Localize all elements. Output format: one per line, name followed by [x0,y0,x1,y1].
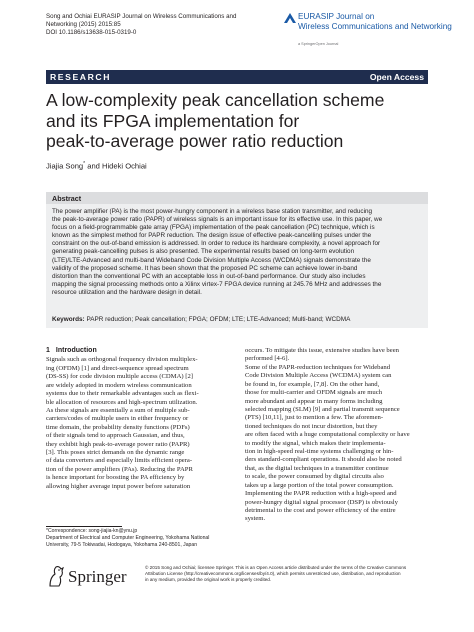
open-access-label: Open Access [369,72,424,82]
corresponding-author-mark: * [83,161,86,167]
abstract-line: mapping the signal processing methods onto a Xilinx virtex-7 FPGA device running at 245.76 MHz and addresses the [52,280,382,288]
abstract-line: (LTE)/LTE-Advanced and multi-band Wideband Code Division Multiple Access (WCDMA) signals demonstrate the [52,256,371,264]
affiliation-line: University, 79-5 Tokiwadai, Hodogaya, Yokohama 240-8501, Japan [46,542,198,548]
body-line: tion in high-speed real-time systems challenging or hin- [245,448,394,456]
title-line: peak-to-average power ratio reduction [46,131,344,152]
correspondence-footnote [46,528,236,549]
body-line: ble allocation of resources and high-spectrum utilization. [46,398,198,406]
body-line: ders standard-compliant operations. It should also be noted [245,456,402,464]
journal-logo [284,12,454,52]
abstract-line: constraint on the out-of-band emission is addressed. In order to reduce its hardware complexity, a novel approach for [52,240,381,248]
abstract-line: The power amplifier (PA) is the most power-hungry component in a wireless base station transmitter, and reducing [52,208,373,215]
abstract-line: validity of the proposed scheme. It has been shown that the proposed PC scheme can achieve lower in-band [52,264,358,272]
body-line: Code Division Multiple Access (WCDMA) system can [245,372,392,380]
body-column-left [46,347,232,491]
abstract-line: distortion than the conventional PC with an acceptable loss in out-of-band performance. Our study also includes [52,272,366,280]
keywords [52,316,350,323]
abstract-line: focus on a field-programmable gate array (FPGA) implementation of the peak cancellation (PC) technique, which is [52,224,375,232]
license-line: Attribution License (http://creativecommons.org/licenses/by/4.0), which permits unrestricted use, distribution, and reproduction [145,571,401,577]
author-list [46,161,147,171]
body-line: systems due to their remarkable advantages such as flexi- [46,390,199,398]
body-line: takes up a large portion of the total power consumption. [245,481,394,489]
body-line: tion of the power amplifiers (PAs). Reducing the PAPR [46,465,193,473]
body-line: ing (OFDM) [1] and direct-sequence spread spectrum [46,364,189,372]
body-line: of their signals tend to approach Gaussian, and thus, [46,432,185,440]
title-line: and its FPGA implementation for [46,110,300,131]
title-line: A low-complexity peak cancellation scheme [46,90,385,110]
body-line: time domain, the probability density functions (PDFs) [46,423,190,431]
springer-logo [46,564,141,588]
springer-wordmark: Springer [68,567,127,586]
citation-line: Networking (2015) 2015:85 [46,21,121,29]
body-line: carriers/codes of multiple users in either frequency or [46,415,189,423]
license-statement [145,565,435,583]
body-line: they exhibit high peak-to-average power ratio (PAPR) [46,440,190,448]
author-name[interactable]: and Hideki Ochiai [85,161,147,171]
license-line: in any medium, provided the original work is properly credited. [145,577,272,583]
body-column-right [245,347,433,524]
body-line: selected mapping (SLM) [9] and partial transmit sequence [245,405,400,413]
body-line: Implementing the PAPR reduction with a high-speed and [245,490,397,498]
citation-block [46,13,276,38]
journal-name-line: EURASIP Journal on [298,12,375,21]
body-line: is hence important for boosting the PA efficiency by [46,474,185,482]
body-line: those for multi-carrier and OFDM signals are much [245,389,383,397]
body-line: [3]. This poses strict demands on the dynamic range [46,449,185,457]
abstract-line: the peak-to-average power ratio (PAPR) of wireless signals is an important issue for its effective use. In this paper, we [52,216,383,224]
eurasip-logo-icon [284,13,296,23]
correspondence-email[interactable]: *Correspondence: song-jiajia-kn@ynu.jp [46,528,138,534]
body-line: that, as the digital techniques in a transmitter continue [245,464,389,472]
license-line: © 2015 Song and Ochiai; licensee Springer. This is an Open Access article distributed under the terms of the Creative Commons [145,565,407,570]
keywords-list: PAPR reduction; Peak cancellation; FPGA; OFDM; LTE; LTE-Advanced; Multi-band; WCDMA [84,316,351,323]
affiliation-line: Department of Electrical and Computer Engineering, Yokohama National [46,535,210,541]
body-line: occurs. To mitigate this issue, extensive studies have been [245,347,399,354]
author-name[interactable]: Jiajia Song [46,161,84,171]
body-line: to modify the signal, which makes their implementa- [245,439,386,447]
body-line: Some of the PAPR-reduction techniques for Wideband [245,363,391,371]
body-line: power-hungry digital signal processor (DSP) is obviously [245,498,398,506]
body-line: are often faced with a huge computational complexity or have [245,431,410,439]
body-line: of data converters and especially limits efficient opera- [46,457,193,465]
body-line: tioned techniques do not incur distortion, but they [245,422,378,430]
abstract-line: known as the simplest method for PAPR reduction. The design issue of effective peak-cancelling pulses under the [52,232,372,240]
body-line: As these signals are essentially a sum of multiple sub- [46,406,190,414]
body-line: system. [245,515,266,523]
body-line: are widely adopted in modern wireless communication [46,381,192,389]
footnote-divider [46,526,122,527]
section-title: Introduction [55,347,97,354]
body-line: (PTS) [10,11], just to mention a few. The aforemen- [245,414,384,422]
body-line: Signals such as orthogonal frequency division multiplex- [46,356,198,364]
springer-horse-icon [46,564,66,588]
abstract-line: generating peak-cancelling pulses is also presented. The experimental results based on long-term evolution [52,248,355,256]
body-line: (DS-SS) for code division multiple access (CDMA) [2] [46,373,193,381]
journal-name-line: Wireless Communications and Networking [298,21,452,31]
article-title [46,90,436,152]
abstract-heading: Abstract [46,192,428,204]
article-type-banner [46,70,428,84]
article-type-label: RESEARCH [50,72,112,82]
body-line: performed [4-6]. [245,355,290,363]
citation-line: Song and Ochiai EURASIP Journal on Wireless Communications and [46,13,237,20]
body-line: detrimental to the cost and power efficiency of the entire [245,507,396,515]
body-line: more abundant and appear in many forms including [245,397,383,405]
doi-line[interactable]: DOI 10.1186/s13638-015-0319-0 [46,29,137,37]
section-heading [46,347,232,355]
abstract-text [52,208,424,297]
body-line: to scale, the power consumed by digital circuits also [245,473,384,481]
keywords-label: Keywords: [52,316,85,323]
journal-name [298,12,452,31]
abstract-line: resource utilization and the hardware design in detail. [52,288,202,296]
section-number: 1 [46,347,50,354]
body-line: be found in, for example, [7,8]. On the other hand, [245,380,380,388]
publisher-tagline: a SpringerOpen Journal [298,42,339,46]
body-line: allowing higher average input power before saturation [46,482,191,490]
abstract-box [46,192,428,328]
